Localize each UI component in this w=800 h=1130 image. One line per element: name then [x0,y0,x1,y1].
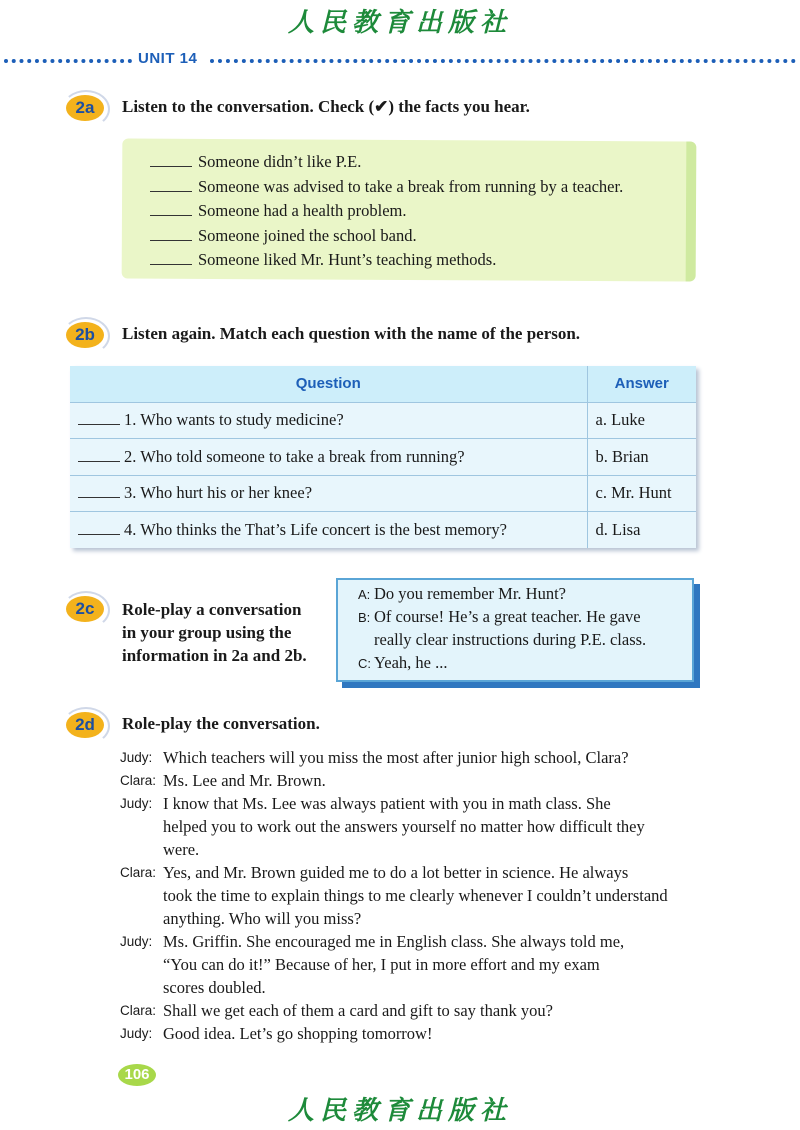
fact-item [150,199,680,224]
instruction-2c [122,598,332,667]
fact-item [150,248,680,273]
fact-text: Someone joined the school band. [198,225,417,245]
conversation-line: anything. Who will you miss? [163,909,362,928]
instruction-2a: Listen to the conversation. Check (✔) the facts you hear. [122,97,530,116]
speaker-label: Clara: [120,865,157,880]
speaker-label: C: [358,656,371,671]
answer-cell: a. Luke [587,402,696,439]
dialog-text: really clear instructions during P.E. class. [374,630,647,649]
question-text: 4. Who thinks the That’s Life concert is the best memory? [124,520,507,540]
conversation-line: took the time to explain things to me clearly whenever I couldn’t understand [163,886,668,905]
badge-2b: 2b [66,322,104,348]
table-row [70,402,696,439]
conversation-line: Yes, and Mr. Brown guided me to do a lot better in science. He always [163,863,629,882]
dialog-line [358,584,566,604]
speaker-label: Judy: [120,796,153,811]
facts-list [150,150,680,273]
conversation-line: Good idea. Let’s go shopping tomorrow! [163,1024,433,1043]
column-header-answer: Answer [587,366,696,402]
column-header-question: Question [70,366,587,402]
speaker-label: Judy: [120,1026,153,1041]
instruction-line: in your group using the [122,623,292,642]
answer-blank[interactable] [150,226,192,241]
table-row [70,512,696,549]
conversation-line: Which teachers will you miss the most after junior high school, Clara? [163,748,629,767]
conversation-turn [163,746,629,769]
conversation-turn [163,999,553,1022]
dialog-text: Yeah, he ... [374,653,448,672]
matching-table [70,366,696,548]
dialog-line [358,630,646,650]
dialog-line [358,607,641,627]
answer-cell: d. Lisa [587,512,696,549]
sample-dialog-box [336,578,694,682]
unit-bar [0,50,800,70]
unit-label: UNIT 14 [138,50,198,67]
conversation-turn [163,930,624,999]
conversation-turn [163,1022,432,1045]
conversation-line: scores doubled. [163,978,266,997]
fact-item [150,150,680,175]
page-number: 106 [118,1064,156,1086]
dialog-text: Of course! He’s a great teacher. He gave [374,607,641,626]
question-cell [70,402,587,439]
instruction-2b: Listen again. Match each question with the name of the person. [122,324,581,343]
badge-2d: 2d [66,712,104,738]
table-header-row [70,366,696,402]
speaker-label: Judy: [120,934,153,949]
fact-item [150,175,680,200]
conversation-turn [163,861,668,930]
speaker-label: Clara: [120,1003,157,1018]
dotted-divider-left [4,59,132,63]
fact-text: Someone didn’t like P.E. [198,152,362,171]
conversation-line: helped you to work out the answers yourself no matter how difficult they [163,817,645,836]
answer-cell: b. Brian [587,439,696,476]
answer-blank[interactable] [78,447,120,462]
badge-2a: 2a [66,95,104,121]
question-cell [70,512,587,549]
fact-item [150,224,680,249]
speaker-label: Judy: [120,750,153,765]
conversation-turn [163,792,645,861]
question-cell [70,475,587,512]
answer-blank[interactable] [150,201,192,216]
question-text: 1. Who wants to study medicine? [124,410,344,430]
dialog-text: Do you remember Mr. Hunt? [374,584,566,603]
table-row [70,439,696,476]
instruction-line: Role-play a conversation [122,600,302,619]
publisher-logo-top: 人民教育出版社 [287,8,512,38]
fact-text: Someone had a health problem. [198,201,407,221]
speaker-label: Clara: [120,773,157,788]
question-text: 2. Who told someone to take a break from running? [124,446,465,466]
publisher-logo-bottom: 人民教育出版社 [287,1096,512,1126]
answer-blank[interactable] [150,177,192,192]
conversation-line: I know that Ms. Lee was always patient with you in math class. She [163,794,611,813]
fact-text: Someone was advised to take a break from running by a teacher. [198,176,624,196]
instruction-2d: Role-play the conversation. [122,714,320,733]
fact-text: Someone liked Mr. Hunt’s teaching methods. [198,250,497,270]
answer-cell: c. Mr. Hunt [587,475,696,512]
question-text: 3. Who hurt his or her knee? [124,483,313,503]
dotted-divider-right [210,59,796,63]
conversation-line: Ms. Griffin. She encouraged me in English class. She always told me, [163,932,625,951]
question-cell [70,439,587,476]
answer-blank[interactable] [78,410,120,425]
answer-blank[interactable] [78,483,120,498]
speaker-label: B: [358,610,371,625]
answer-blank[interactable] [78,520,120,535]
speaker-label: A: [358,587,371,602]
dialog-line [358,653,448,673]
badge-2c: 2c [66,596,104,622]
conversation-line: Ms. Lee and Mr. Brown. [163,771,326,790]
instruction-line: information in 2a and 2b. [122,646,307,665]
answer-blank[interactable] [150,152,192,167]
table-row [70,475,696,512]
conversation-line: were. [163,840,200,859]
conversation-turn [163,769,326,792]
conversation-line: “You can do it!” Because of her, I put in more effort and my exam [163,955,600,974]
conversation-line: Shall we get each of them a card and gift to say thank you? [163,1001,553,1020]
answer-blank[interactable] [150,250,192,265]
